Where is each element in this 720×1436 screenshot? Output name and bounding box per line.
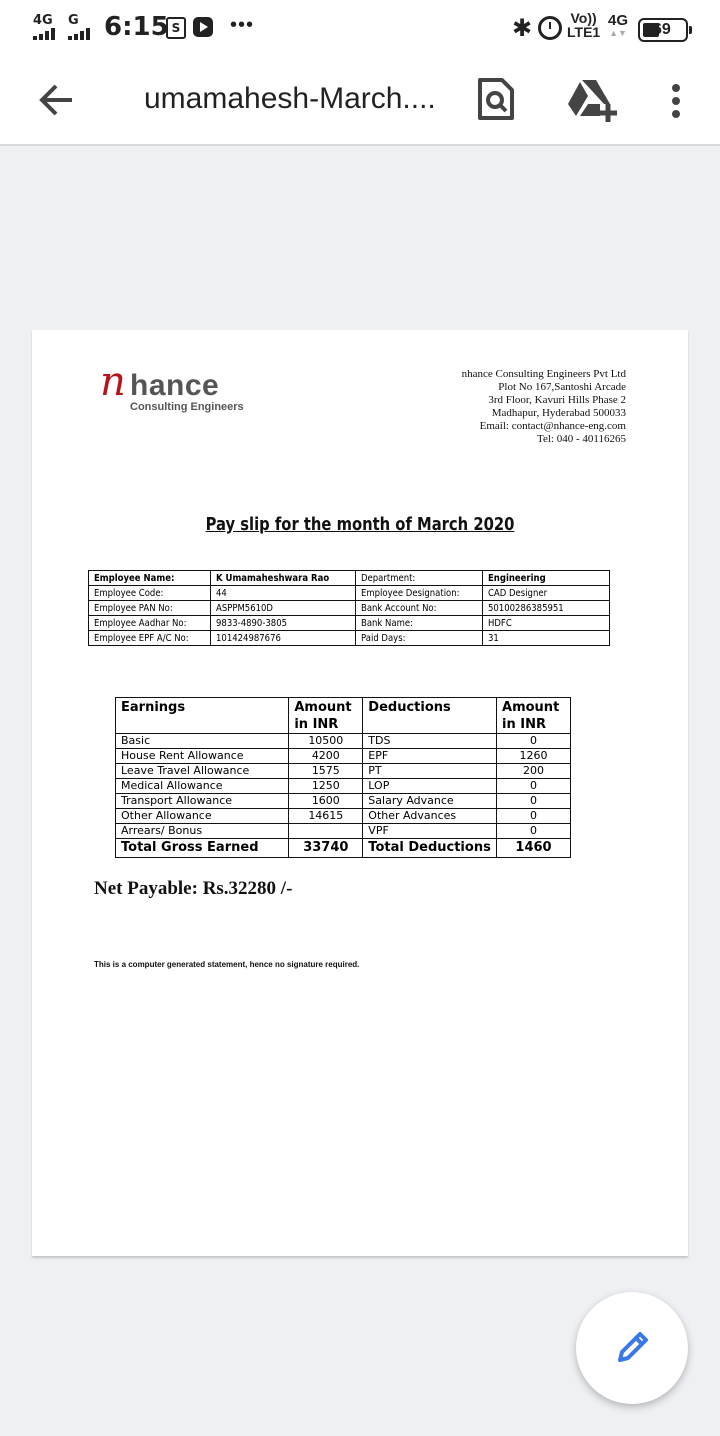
table-row: Transport Allowance 1600 Salary Advance 0 [116,794,571,809]
net-payable: Net Payable: Rs.32280 /- [94,878,293,899]
document-title: umamahesh-March.... [144,82,436,115]
s-app-icon: S [166,17,186,39]
company-address: nhance Consulting Engineers Pvt Ltd Plot No 167,Santoshi Arcade 3rd Floor, Kavuri Hills Phase 2 Madhapur, Hyderabad 500033 Email: contact@nhance-eng.com Tel: 040 - 40116265 [461,368,626,445]
table-row: Medical Allowance 1250 LOP 0 [116,779,571,794]
battery-icon [638,18,688,42]
edit-fab-button[interactable] [576,1292,688,1404]
table-row: Other Allowance 14615 Other Advances 0 [116,809,571,824]
battery-level: 69 [653,21,671,38]
play-icon [193,17,213,37]
bluetooth-icon: ✱ [512,14,533,42]
table-row: House Rent Allowance 4200 EPF 1260 [116,749,571,764]
footer-note: This is a computer generated statement, hence no signature required. [94,960,360,969]
table-row: Employee Aadhar No: 9833-4890-3805 Bank Name: HDFC [89,616,610,631]
network-4g-icon: 4G ▲▼ [608,12,629,38]
table-row: Employee PAN No: ASPPM5610D Bank Account No: 50100286385951 [89,601,610,616]
document-page: n hance Consulting Engineers nhance Consulting Engineers Pvt Ltd Plot No 167,Santoshi Arcade 3rd Floor, Kavuri Hills Phase 2 Madhapur, Hyderabad 500033 Email: contact@nhance-eng.com Tel: 040 - 40116265 Pay slip for the month of March 2020 Employee Name: K Umamaheshwara Rao Department: Engineering Employee Code: 44 Employee Designation: CAD Designer Employee PAN No: ASPPM5610D Bank Account No: 50100286385951 Employee Aadhar No: 9833-4890-3805 Bank Name: HDFC Employee EPF A/C No: 101424987676 Paid Days: 31 Earnings Amount in INR Deductions Amount in INR Basic 10500 TDS 0 House Rent Allowance 4200 EPF 1260 Leave Travel Allowance 1575 PT 200 Medical Allowance 1250 LOP 0 Transport Allowance 1600 Salary Advance 0 Other Allowance 14615 Other Advances 0 Arrears/ Bonus VPF 0 Total Gross Earned 33740 Total Deductions 1460 Net Payable: Rs.32280 /- This is a computer generated statement, hence no signature required. [32,330,688,1256]
table-row: Employee Code: 44 Employee Designation: CAD Designer [89,586,610,601]
more-vert-icon[interactable] [666,84,686,118]
drive-add-icon[interactable] [566,76,618,122]
status-bar: 4G G 6:15 S ••• ✱ Vo)) LTE1 4G ▲▼ 69 [0,0,720,56]
totals-row: Total Gross Earned 33740 Total Deductions 1460 [116,839,571,858]
table-header: Earnings Amount in INR Deductions Amount in INR [116,698,571,734]
pencil-edit-icon [612,1328,652,1368]
table-row: Basic 10500 TDS 0 [116,734,571,749]
volte-icon: Vo)) LTE1 [567,10,601,40]
payslip-title: Pay slip for the month of March 2020 [205,514,515,535]
employee-details-table [88,570,610,646]
table-row: Employee Name: K Umamaheshwara Rao Department: Engineering [89,571,610,586]
app-bar [0,56,720,146]
table-row: Arrears/ Bonus VPF 0 [116,824,571,839]
clock: 6:15 [104,12,169,42]
table-row: Leave Travel Allowance 1575 PT 200 [116,764,571,779]
back-arrow-icon[interactable] [36,78,76,122]
search-document-icon[interactable] [476,76,516,122]
earnings-deductions-table [115,697,571,858]
alarm-icon [538,16,562,40]
table-row: Employee EPF A/C No: 101424987676 Paid Days: 31 [89,631,610,646]
more-notifications-icon: ••• [230,14,255,36]
